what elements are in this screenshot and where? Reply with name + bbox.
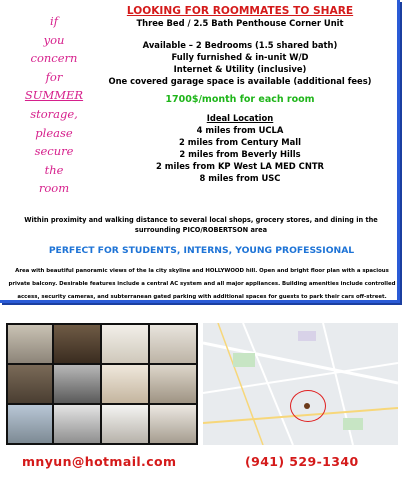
feature-item: Internet & Utility (inclusive) [173,64,307,74]
photo-living-room [54,325,100,363]
side-note-line: the [44,162,64,177]
photo-bedroom [102,325,148,363]
photo-building-exterior [8,325,52,363]
side-note-line: SUMMER [24,88,84,103]
side-note-line: room [38,181,70,196]
proximity-text: Within proximity and walking distance to several local shops, grocery stores, and dining in the surrounding PICO/ROBERTSON area [24,216,378,234]
side-note-line: if [50,14,58,28]
distance-item: 2 miles from KP West LA MED CNTR [155,161,324,171]
listing-details [90,3,390,184]
distance-item: 8 miles from USC [199,173,281,183]
contact-email[interactable]: mnyun@hotmail.com [22,454,177,469]
location-pin-icon [304,403,310,409]
photo-dining [8,365,52,403]
photo-gallery [6,323,198,445]
photo-hallway [150,365,196,403]
contact-phone[interactable]: (941) 529-1340 [245,454,359,469]
feature-item: One covered garage space is available (additional fees) [108,76,372,86]
listing-header: LOOKING FOR ROOMMATES TO SHARE [126,5,354,17]
photo-bathroom [54,405,100,443]
feature-item: Available – 2 Bedrooms (1.5 shared bath) [142,40,338,50]
unit-subheader: Three Bed / 2.5 Bath Penthouse Corner Unit [136,18,344,28]
side-note-line: you [43,32,65,47]
price: 1700$/month for each room [165,94,315,105]
photo-bedroom-2 [102,365,148,403]
side-note-line: storage, [30,106,78,121]
side-note-line: secure [34,144,74,159]
tagline: PERFECT FOR STUDENTS, INTERNS, YOUNG PROFESSIONAL [48,245,355,256]
photo-bathroom-2 [150,405,196,443]
side-note-line: for [45,69,63,84]
side-note-line: please [35,125,73,140]
distance-item: 2 miles from Beverly Hills [179,149,301,159]
location-map [203,323,398,445]
photo-shower [102,405,148,443]
side-note-line: concern [30,51,78,66]
photo-room [150,325,196,363]
feature-item: Fully furnished & in-unit W/D [171,52,309,62]
photo-kitchen [54,365,100,403]
distance-item: 2 miles from Century Mall [179,137,301,147]
area-description: Area with beautiful panoramic views of the la city skyline and HOLLYWOOD hill. Open and bright floor plan with a spacious private balcony. Desirable features include a central AC system and all major appliances. Building amenities include controlled access, security cameras, and subterranean gated parking with additional spaces for guests to park their cars off-street. [8,268,396,301]
ideal-location-title: Ideal Location [206,113,274,123]
distance-item: 4 miles from UCLA [196,125,284,135]
map-graphic [203,323,398,445]
photo-balcony [8,405,52,443]
side-note [18,12,90,198]
